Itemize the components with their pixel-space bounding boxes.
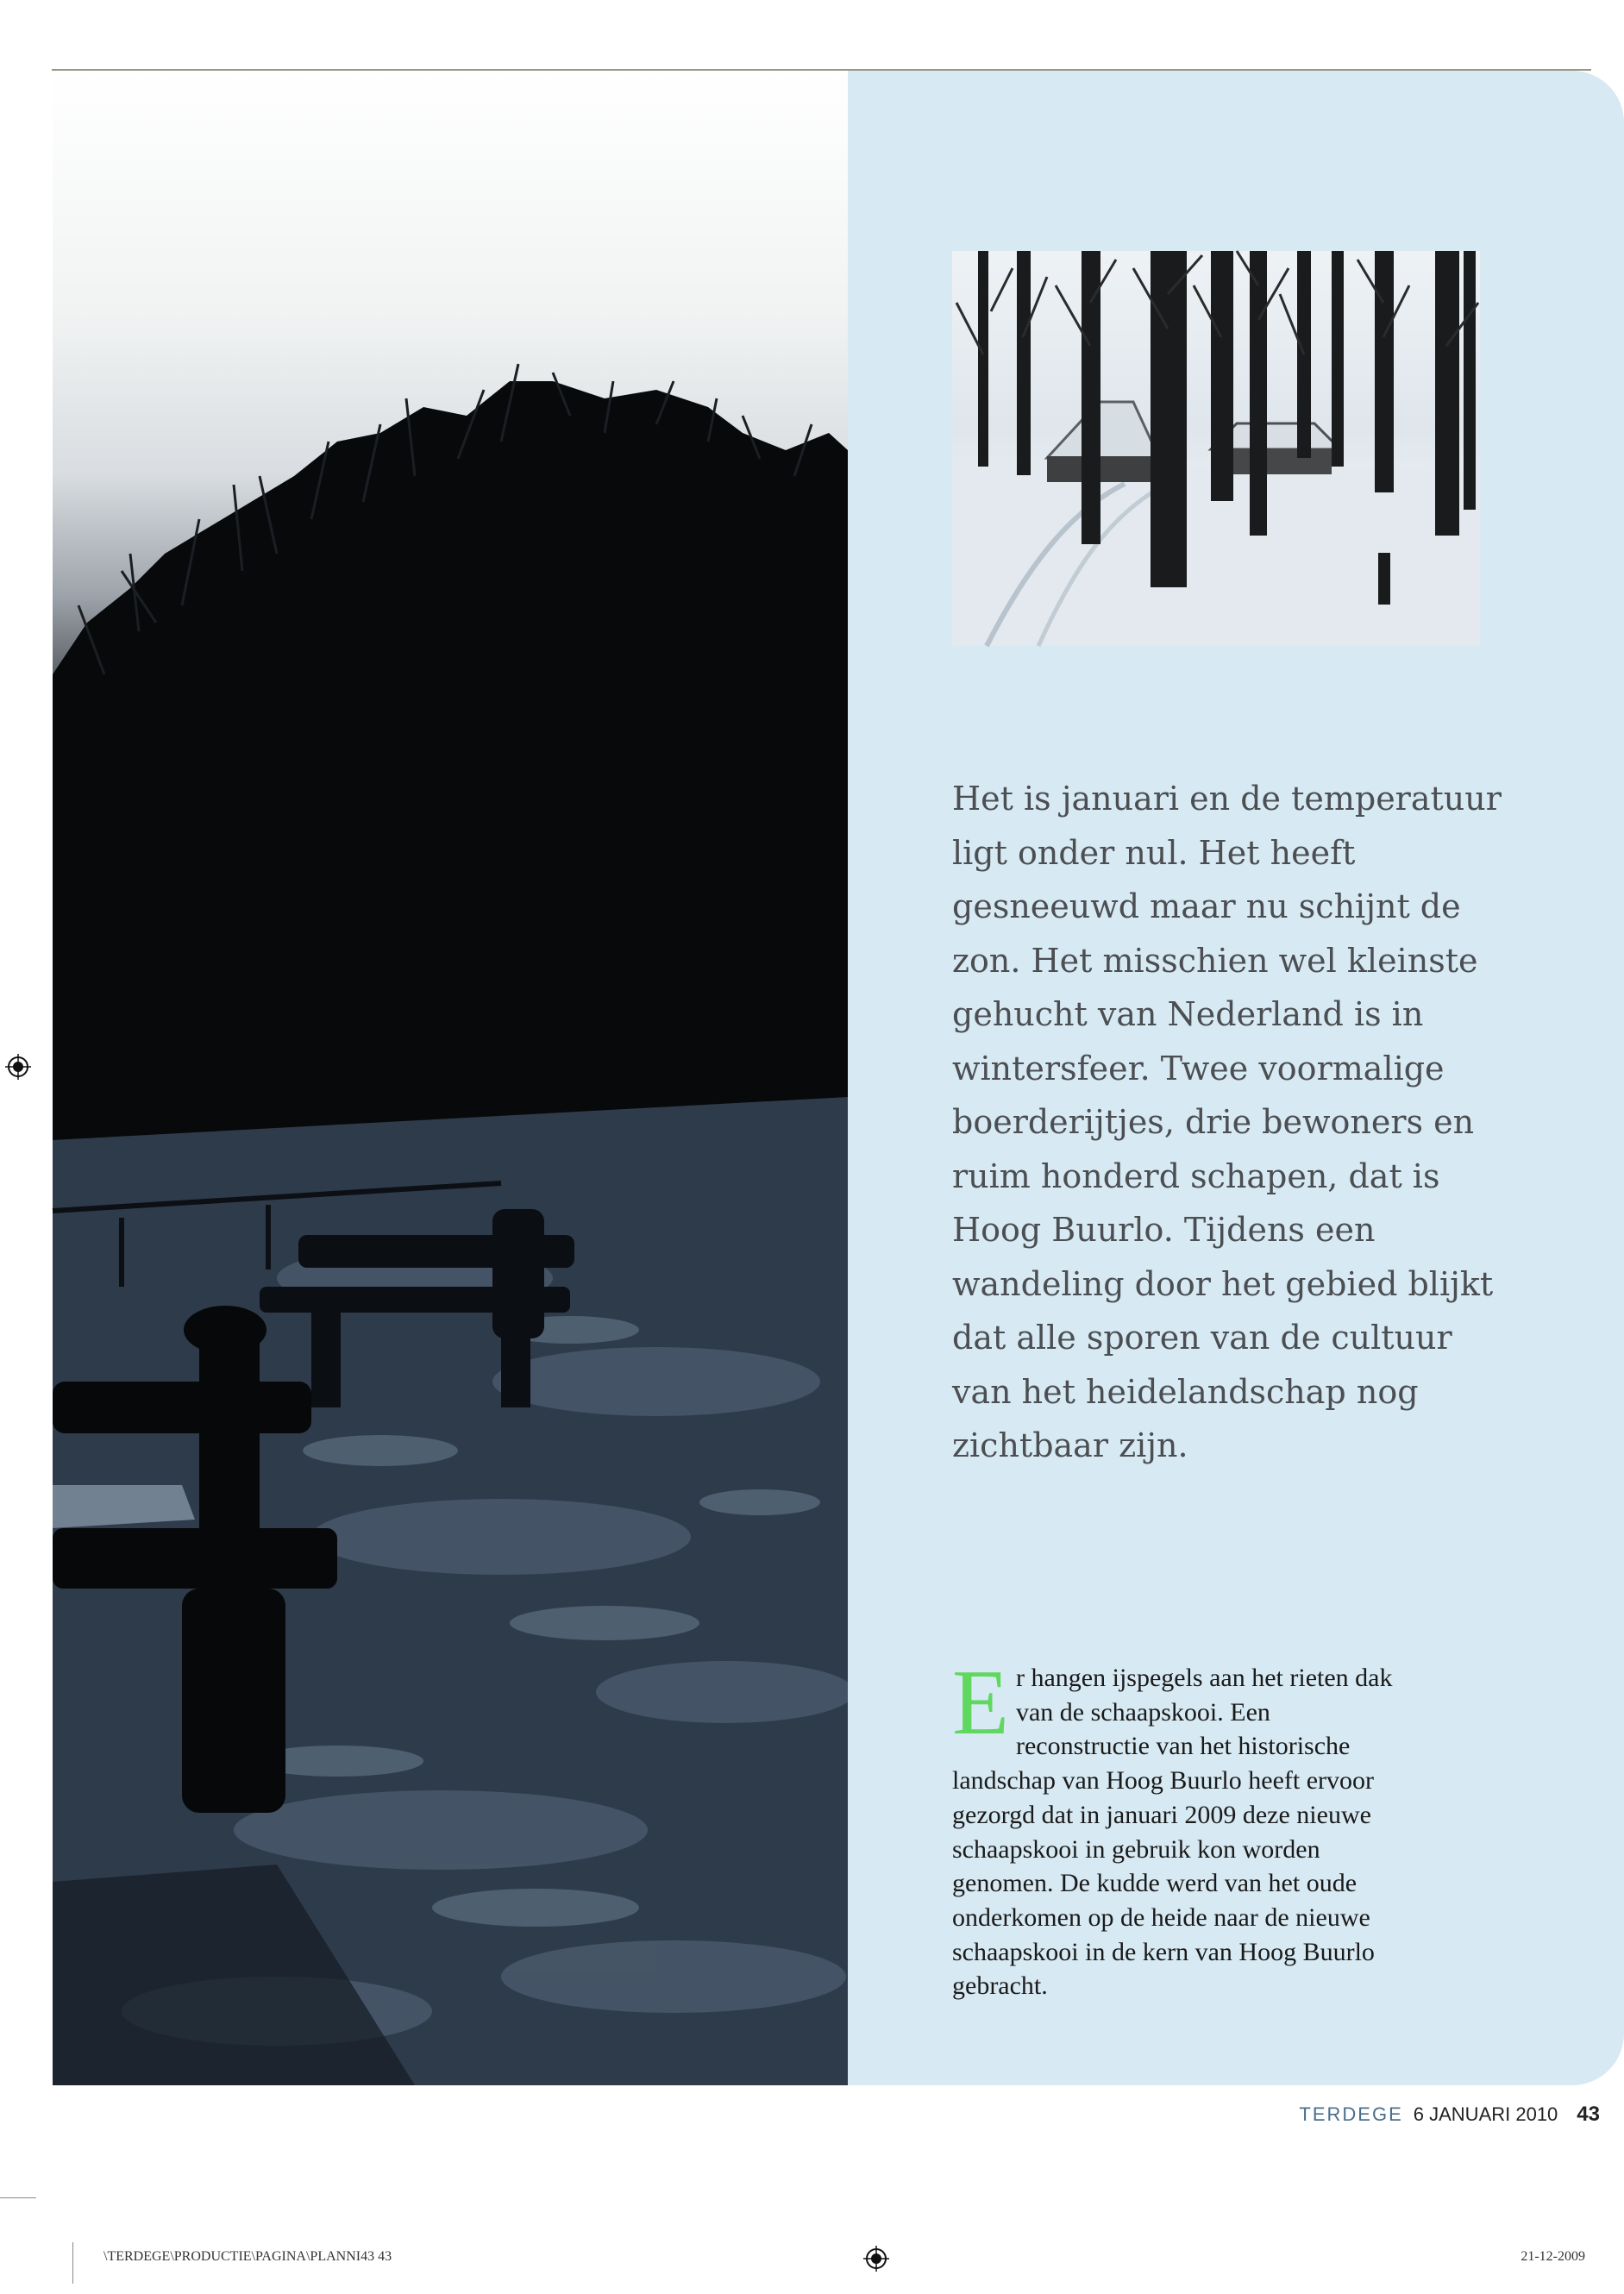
crop-mark xyxy=(0,2197,36,2198)
body-text: r hangen ijspegels aan het rieten dak van de schaapskooi. Een reconstructie van het historische landschap van Hoog Buurlo heeft ervoor gezorgd dat in januari 2009 deze nieuwe schaapskooi in gebruik kon worden genomen. De kudde werd van het oude onderkomen op de heide naar de nieuwe schaapskooi in de kern van Hoog Buurlo gebracht. xyxy=(952,1664,1393,2001)
page-number: 43 xyxy=(1577,2103,1600,2126)
crop-mark xyxy=(72,2242,73,2284)
issue-date: 6 JANUARI 2010 xyxy=(1413,2103,1558,2125)
registration-mark-icon xyxy=(5,1054,31,1080)
print-slug-date: 21-12-2009 xyxy=(1521,2249,1585,2264)
drop-cap: E xyxy=(952,1652,1009,1754)
snowy-bench-photo xyxy=(53,71,848,2085)
sheepfold-illustration xyxy=(952,251,1480,646)
page-footer xyxy=(1160,2103,1600,2134)
print-slug-path: \TERDEGE\PRODUCTIE\PAGINA\PLANNI43 43 xyxy=(103,2249,392,2264)
magazine-name: TERDEGE xyxy=(1299,2103,1403,2125)
sheepfold-photo xyxy=(952,251,1480,646)
snowy-bench-illustration xyxy=(53,71,848,2085)
body-paragraph xyxy=(952,1652,1401,2003)
registration-mark-icon xyxy=(863,2246,889,2272)
intro-paragraph: Het is januari en de temperatuur ligt onder nul. Het heeft gesneeuwd maar nu schijnt de zon. Het misschien wel kleinste gehucht van Nederland is in wintersfeer. Twee voormalige boerderijtjes, drie bewoners en ruim honderd schapen, dat is Hoog Buurlo. Tijdens een wandeling door het gebied blijkt dat alle sporen van de cultuur van het heidelandschap nog zichtbaar zijn. xyxy=(952,780,1502,1464)
